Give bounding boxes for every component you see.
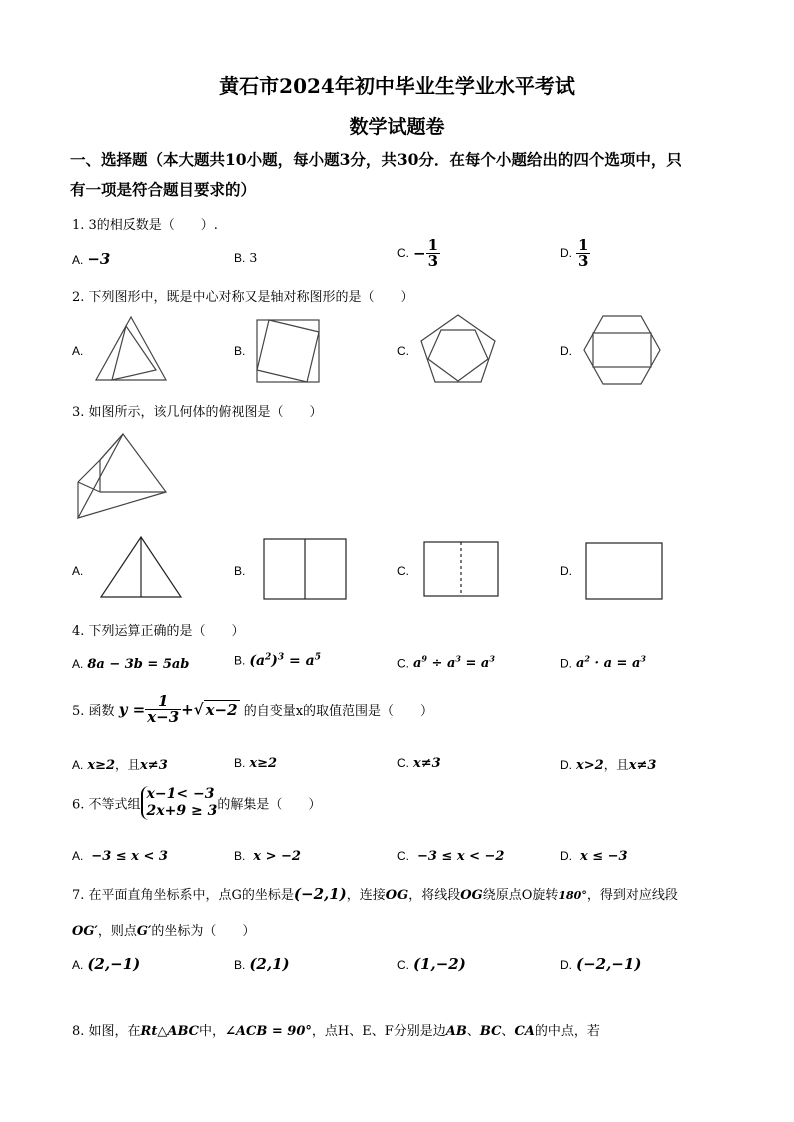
q6-option-b: B. x > −2 [234,849,301,864]
q3-figure-b [263,538,347,600]
q6-option-d: D. x ≤ −3 [560,849,628,864]
q3-option-a-label: A. [72,564,84,578]
q2-figure-a [94,316,168,382]
exam-subtitle: 数学试题卷 [349,116,445,138]
q1-option-d: D. $\frac{1}{3}$ [560,236,589,270]
q5-option-b: B. x≥2 [234,756,278,771]
q3-figure-a [100,536,182,598]
q1-stem: 1. 3的相反数是（ ）. [72,218,218,233]
q3-option-c-label: C. [397,564,409,578]
q1-option-a: A. −3 [72,250,111,268]
q6-inequality-system: x−1< −3 2x+9 ≥ 3 [141,786,218,820]
q4-option-c: C. $a^9 \div a^3 = a^3$ [397,654,495,672]
q3-figure-d [585,542,663,600]
q5-stem: 5. 函数 y = $\frac{1}{x-3}$ +√ x−2 的自变量x的取值范围是（ ） [72,692,434,726]
q1-option-c: C. − $\frac{1}{3}$ [397,236,438,270]
q7-option-d: D. (−2,−1) [560,955,642,973]
q7-option-c: C. (1,−2) [397,955,466,973]
q2-figure-d [583,315,661,385]
q3-option-b-label: B. [234,564,246,578]
q6-stem: 6. 不等式组 x−1< −3 2x+9 ≥ 3 的解集是（ ） [72,786,322,819]
q1-option-b: B. 3 [234,250,258,265]
q6-option-c: C. −3 ≤ x < −2 [397,849,505,864]
q3-figure-c [423,541,499,597]
q3-option-d-label: D. [560,564,572,578]
q8-stem: 8. 如图，在Rt△ABC中，∠ACB = 90°，点H、E、F分别是边AB、BC、CA的中点，若 [72,1024,600,1039]
q5-option-d: D. x>2，且x≠3 [560,757,657,773]
q4-option-b: B. $(a^2)^3 = a^5$ [234,652,322,669]
exam-title: 黄石市2024年初中毕业生学业水平考试 [219,74,575,98]
section-heading: 一、选择题（本大题共10小题，每小题3分，共30分．在每个小题给出的四个选项中，只 有一项是符合题目要求的） [70,150,682,199]
q7-stem-line2: OG′，则点G′的坐标为（ ） [72,924,256,939]
q2-option-d-label: D. [560,344,572,358]
q2-figure-c [420,314,496,384]
q4-option-a: A. 8a − 3b = 5ab [72,657,190,672]
q2-figure-b [256,319,320,383]
q5-option-a: A. x≥2，且x≠3 [72,757,168,773]
q2-option-b-label: B. [234,344,246,358]
q7-option-b: B. (2,1) [234,955,290,973]
q3-solid-figure [76,432,168,520]
q2-stem: 2. 下列图形中，既是中心对称又是轴对称图形的是（ ） [72,290,414,305]
q2-option-a-label: A. [72,344,84,358]
q7-stem-line1: 7. 在平面直角坐标系中，点G的坐标是(−2,1)，连接OG，将线段OG绕原点O旋转180°，得到对应线段 [72,885,678,903]
q4-option-d: D. $a^2 \cdot a = a^3$ [560,654,646,672]
q4-stem: 4. 下列运算正确的是（ ） [72,624,245,639]
q3-stem: 3. 如图所示，该几何体的俯视图是（ ） [72,405,323,420]
q7-option-a: A. (2,−1) [72,955,141,973]
q6-option-a: A. −3 ≤ x < 3 [72,849,168,864]
q5-option-c: C. x≠3 [397,756,441,771]
q2-option-c-label: C. [397,344,409,358]
